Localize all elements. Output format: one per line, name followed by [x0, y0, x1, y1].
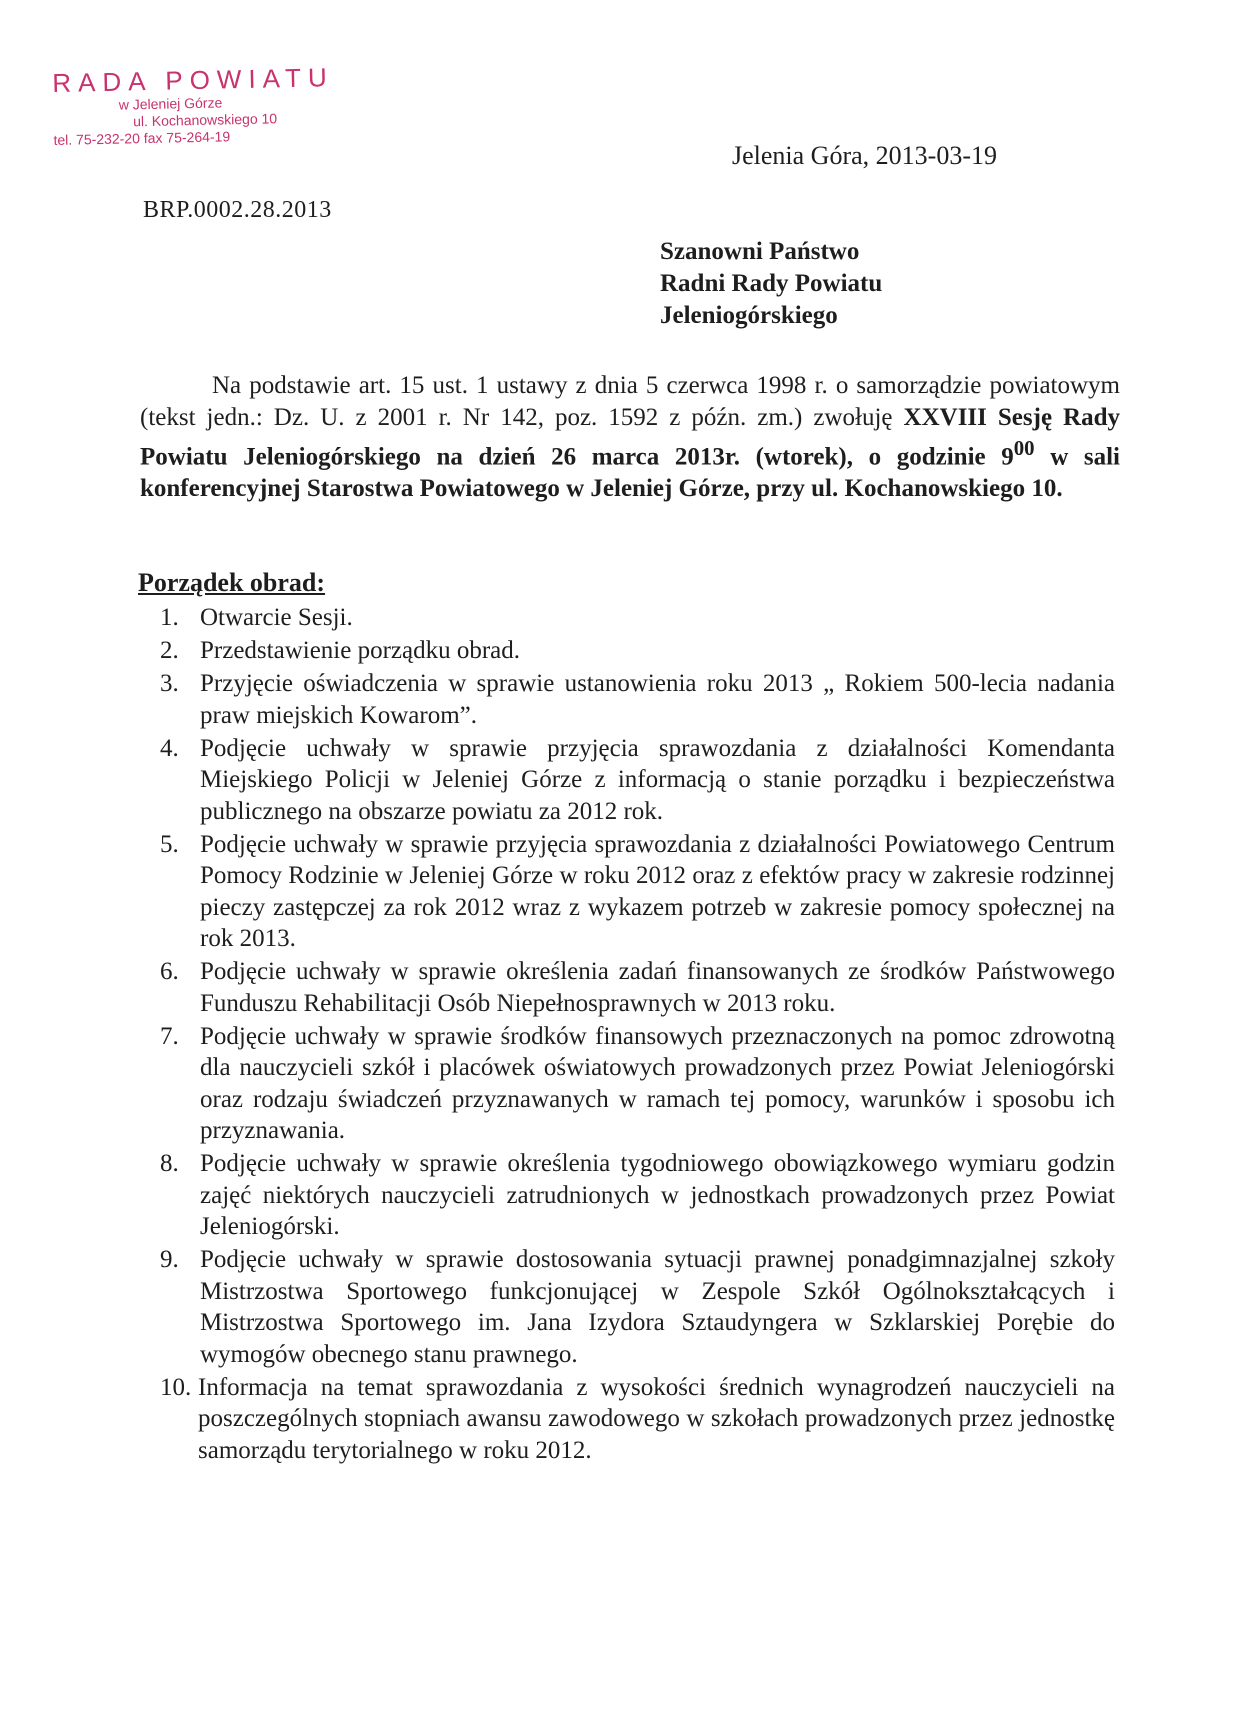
agenda-item-text: Podjęcie uchwały w sprawie dostosowania sytuacji prawnej ponadgimnazjalnej szkoły Mistrzostwa Sportowego funkcjonującej w Zespole Szkół Ogólnokształcących i Mistrzostwa Sportowego im. Jana Izydora Sztaudyngera w Szklarskiej Porębie do wymogów obecnego stanu prawnego.: [200, 1246, 1115, 1368]
addressee-block: [660, 236, 882, 332]
agenda-item: [160, 602, 1115, 634]
intro-paragraph: [140, 370, 1120, 504]
addressee-line: Szanowni Państwo: [660, 238, 860, 265]
agenda-item-number: 10.: [160, 1373, 192, 1401]
agenda-item-number: 7.: [160, 1022, 179, 1050]
stamp-organization: RADA POWIATU: [52, 62, 335, 98]
agenda-list: [160, 602, 1115, 1468]
agenda-item: [160, 1148, 1115, 1243]
addressee-line: Jeleniogórskiego: [660, 302, 838, 329]
intro-hour-superscript: 00: [1013, 436, 1035, 460]
agenda-item-number: 1.: [160, 604, 179, 631]
stamp-city: w Jeleniej Górze: [118, 94, 223, 113]
agenda-item: [160, 1244, 1115, 1370]
intro-text: Na podstawie art. 15 ust. 1 ustawy z dnia 5 czerwca 1998 r. o samorządzie powiatowym (tekst jedn.: Dz. U. z 2001 r. Nr 142, poz. 1592 z późn. zm.) zwołuję: [140, 372, 1120, 431]
agenda-item-number: 6.: [160, 958, 179, 985]
agenda-item-number: 8.: [160, 1150, 179, 1177]
agenda-item-number: 3.: [160, 670, 179, 697]
agenda-item: [160, 668, 1115, 731]
agenda-item-text: Podjęcie uchwały w sprawie określenia tygodniowego obowiązkowego wymiaru godzin zajęć niektórych nauczycieli zatrudnionych w jednostkach prowadzonych przez Powiat Jeleniogórski.: [200, 1150, 1115, 1240]
agenda-item: [160, 1372, 1115, 1467]
agenda-item-number: 9.: [160, 1246, 179, 1273]
agenda-item-number: 2.: [160, 637, 179, 664]
intro-session-text: XXVIII Sesję Rady Powiatu Jeleniogórskiego na dzień 26 marca 2013r. (wtorek), o godzinie 9: [140, 403, 1120, 471]
agenda-item-text: Otwarcie Sesji.: [200, 604, 353, 631]
agenda-item-text: Podjęcie uchwały w sprawie przyjęcia sprawozdania z działalności Powiatowego Centrum Pomocy Rodzinie w Jeleniej Górze w roku 2012 oraz z efektów pracy w zakresie rodzinnej pieczy zastępczej za rok 2012 wraz z wykazem potrzeb w zakresie pomocy społecznej na rok 2013.: [200, 830, 1115, 952]
agenda-title: Porządek obrad:: [138, 568, 326, 597]
agenda-item: [160, 1021, 1115, 1147]
agenda-item-text: Podjęcie uchwały w sprawie przyjęcia sprawozdania z działalności Komendanta Miejskiego Policji w Jeleniej Górze z informacją o stanie porządku i bezpieczeństwa publicznego na obszarze powiatu za 2012 rok.: [200, 734, 1115, 825]
agenda-item-number: 4.: [160, 734, 179, 762]
reference-number: BRP.0002.28.2013: [143, 197, 332, 223]
stamp-street: ul. Kochanowskiego 10: [132, 110, 278, 130]
intro-venue-text: w sali konferencyjnej Starostwa Powiatowego w Jeleniej Górze, przy ul. Kochanowskiego 10.: [140, 443, 1120, 502]
agenda-item-text: Przyjęcie oświadczenia w sprawie ustanowienia roku 2013 „ Rokiem 500-lecia nadania praw miejskich Kowarom”.: [200, 670, 1115, 729]
place-and-date: Jelenia Góra, 2013-03-19: [732, 141, 997, 170]
agenda-item: [160, 956, 1115, 1019]
agenda-item: [160, 829, 1115, 955]
agenda-item-number: 5.: [160, 830, 179, 858]
addressee-line: Radni Rady Powiatu: [660, 270, 883, 297]
agenda-item-text: Podjęcie uchwały w sprawie środków finansowych przeznaczonych na pomoc zdrowotną dla nauczycieli szkół i placówek oświatowych prowadzonych przez Powiat Jeleniogórski oraz rodzaju świadczeń przyznawanych w ramach tej pomocy, warunków i sposobu ich przyznawania.: [200, 1022, 1115, 1144]
agenda-item-text: Przedstawienie porządku obrad.: [200, 637, 521, 664]
agenda-item: [160, 733, 1115, 828]
council-stamp: [52, 62, 344, 149]
agenda-item: [160, 635, 1115, 667]
agenda-item-text: Informacja na temat sprawozdania z wysokości średnich wynagrodzeń nauczycieli na poszczególnych stopniach awansu zawodowego w szkołach prowadzonych przez jednostkę samorządu terytorialnego w roku 2012.: [198, 1373, 1115, 1464]
agenda-item-text: Podjęcie uchwały w sprawie określenia zadań finansowanych ze środków Państwowego Funduszu Rehabilitacji Osób Niepełnosprawnych w 2013 roku.: [200, 958, 1115, 1017]
stamp-phone-fax: tel. 75-232-20 fax 75-264-19: [53, 128, 231, 148]
